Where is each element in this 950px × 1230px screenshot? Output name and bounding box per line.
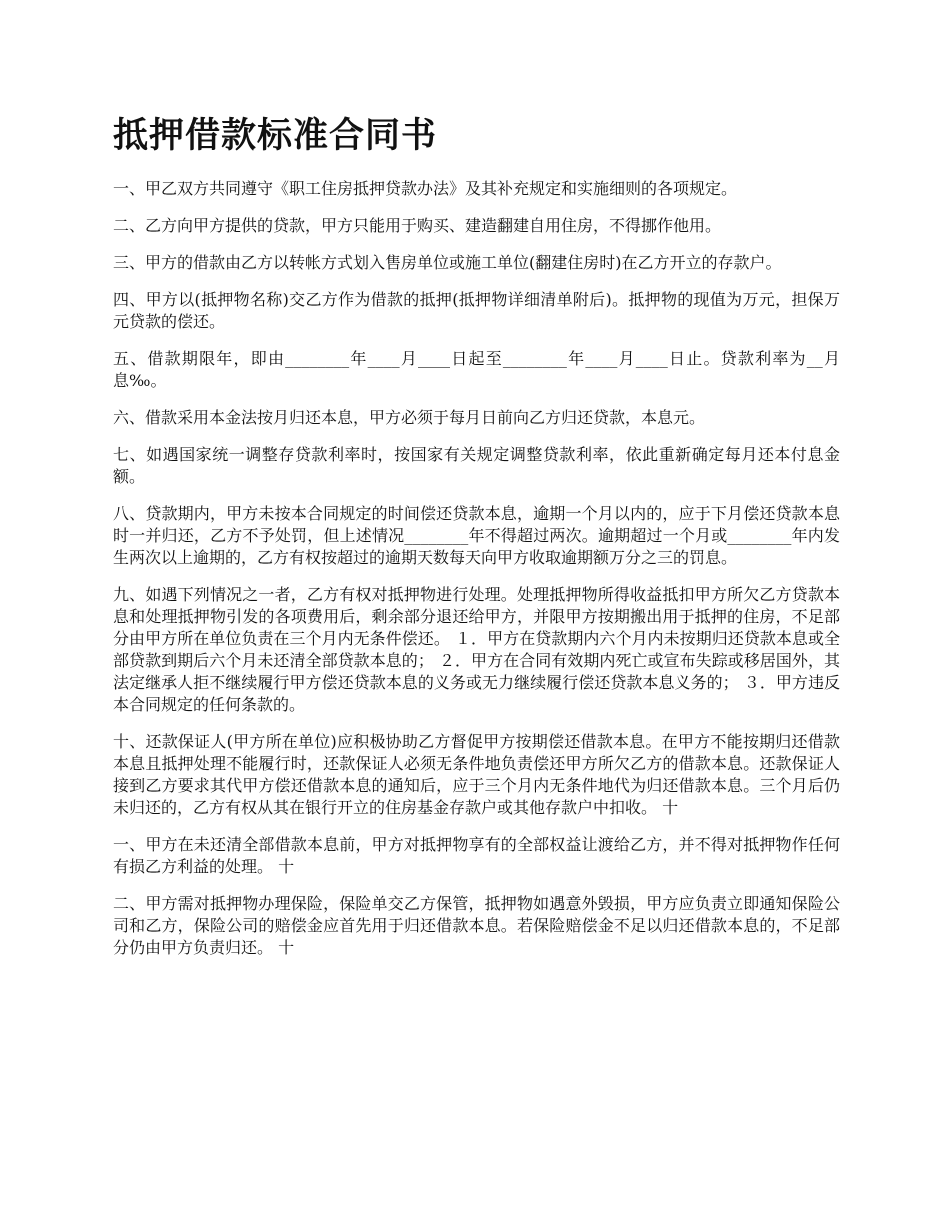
clause-5: 五、借款期限年，即由________年____月____日起至________年____月____日止。贷款利率为__月息‰。: [113, 349, 840, 390]
clause-11: 一、甲方在未还清全部借款本息前，甲方对抵押物享有的全部权益让渡给乙方，并不得对抵押物作任何有损乙方利益的处理。 十: [113, 835, 840, 876]
clause-2: 二、乙方向甲方提供的贷款，甲方只能用于购买、建造翻建自用住房，不得挪作他用。: [113, 216, 722, 235]
clause-7: 七、如遇国家统一调整存贷款利率时，按国家有关规定调整贷款利率，依此重新确定每月还本付息金额。: [113, 445, 840, 486]
clause-3: 三、甲方的借款由乙方以转帐方式划入售房单位或施工单位(翻建住房时)在乙方开立的存款户。: [113, 253, 782, 272]
clause-6: 六、借款采用本金法按月归还本息，甲方必须于每月日前向乙方归还贷款，本息元。: [113, 408, 706, 427]
document-title: 抵押借款标准合同书: [113, 116, 438, 156]
clause-8: 八、贷款期内，甲方未按本合同规定的时间偿还贷款本息，逾期一个月以内的，应于下月偿还贷款本息时一并归还，乙方不予处罚，但上述情况________年不得超过两次。逾期超过一个月或________年内发生两次以上逾期的，乙方有权按超过的逾期天数每天向甲方收取逾期额万分之三的罚息。: [113, 504, 840, 567]
clause-10: 十、还款保证人(甲方所在单位)应积极协助乙方督促甲方按期偿还借款本息。在甲方不能按期归还借款本息且抵押处理不能履行时，还款保证人必须无条件地负责偿还甲方所欠乙方的借款本息。还款保证人接到乙方要求其代甲方偿还借款本息的通知后，应于三个月内无条件地代为归还借款本息。三个月后仍未归还的，乙方有权从其在银行开立的住房基金存款户或其他存款户中扣收。 十: [113, 732, 840, 817]
clause-4: 四、甲方以(抵押物名称)交乙方作为借款的抵押(抵押物详细清单附后)。抵押物的现值为万元，担保万元贷款的偿还。: [113, 290, 840, 331]
clause-9: 九、如遇下列情况之一者，乙方有权对抵押物进行处理。处理抵押物所得收益抵扣甲方所欠乙方贷款本息和处理抵押物引发的各项费用后，剩余部分退还给甲方，并限甲方按期搬出用于抵押的住房，不足部分由甲方所在单位负责在三个月内无条件偿还。 １．甲方在贷款期内六个月内未按期归还贷款本息或全部贷款到期后六个月未还清全部贷款本息的； ２．甲方在合同有效期内死亡或宣布失踪或移居国外，其法定继承人拒不继续履行甲方偿还贷款本息的义务或无力继续履行偿还贷款本息义务的； ３．甲方违反本合同规定的任何条款的。: [113, 585, 840, 714]
clause-1: 一、甲乙双方共同遵守《职工住房抵押贷款办法》及其补充规定和实施细则的各项规定。: [113, 179, 738, 198]
document-page: [113, 112, 840, 974]
clause-12: 二、甲方需对抵押物办理保险，保险单交乙方保管，抵押物如遇意外毁损，甲方应负责立即通知保险公司和乙方，保险公司的赔偿金应首先用于归还借款本息。若保险赔偿金不足以归还借款本息的，不足部分仍由甲方负责归还。 十: [113, 894, 840, 957]
